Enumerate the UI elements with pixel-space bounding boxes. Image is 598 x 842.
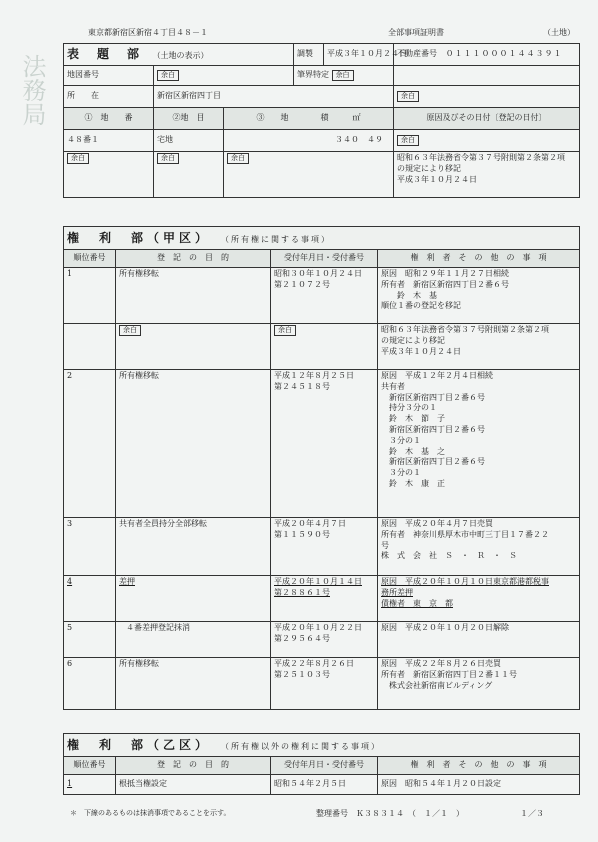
table-row [64,370,580,518]
kenrisha-cell [378,268,580,324]
kenrisha-line: 原因 平成２０年１０月２０日解除 [381,623,509,632]
mokuteki-cell: 共有者全員持分全部移転 [116,518,271,576]
juni-cell: 2 [64,370,116,518]
col-mokuteki: 登 記 の 目 的 [116,757,271,775]
hyodai-genin-cell [394,152,580,198]
kenrisha-line: 原因 平成２０年１０月１０日東京都港都税事 [381,577,549,586]
juni-cell: 6 [64,658,116,710]
hyodai-table [63,43,580,198]
uketsuke-line: 第２５１０３号 [274,669,330,679]
yohaku-stamp: 余白 [332,70,354,81]
kenrisha-line: の規定により移記 [381,335,445,345]
yohaku-cell [224,152,394,198]
kenrisha-line: 原因 平成１２年２月４日相続 [381,371,493,380]
col-chimoku: ②地 目 [154,108,224,130]
shozai-genin-cell [394,86,580,108]
kenrisha-line: 株 式 会 社 Ｓ ・ Ｒ ・ Ｓ [381,551,517,561]
kenrisha-line: 共有者 [381,381,405,391]
address-text: 東京都新宿区新宿４丁目４８－１ [88,28,208,37]
table-row [64,622,580,658]
col-mokuteki: 登 記 の 目 的 [116,250,271,268]
fudosan-value: ０１１１０００１４４３９１ [445,49,563,59]
uketsuke-line: 平成１２年８月２５日 [274,371,354,380]
kenrisha-cell [378,324,580,370]
mokuteki-cell: 所有権移転 [116,268,271,324]
kenrisha-cell [378,658,580,710]
kenrisha-line: 株式会社新宿南ビルディング [381,680,493,690]
juni-cell: 1 [64,268,116,324]
kou-title: 権 利 部（甲区） [67,230,212,245]
page-header [0,0,598,38]
kenrisha-line: 原因 昭和２９年１１月２７日相続 [381,269,509,278]
kenrisha-line: 所有者 新宿区新宿四丁目２番６号 [381,279,509,289]
property-kind: （土地） [543,28,575,37]
genin-line: 昭和６３年法務省令第３７号附則第２条第２項 [397,153,566,162]
kenrisha-line: 号 [381,540,389,550]
uketsuke-line: 第２９５６４号 [274,633,330,643]
fudosan-cell [394,44,580,66]
uketsuke-line: 平成２０年１０月１４日 [274,577,362,586]
page-number: １／３ [520,809,544,818]
uketsuke-cell [271,622,378,658]
certificate-title: 全部事項証明書 [388,28,444,37]
chimoku-value: 宅地 [154,130,224,152]
uketsuke-cell [271,518,378,576]
table-row [64,324,580,370]
kenrisha-line: 所有者 神奈川県厚木市中町三丁目１７番２２ [381,529,549,539]
shozai-value: 新宿区新宿四丁目 [154,86,394,108]
kenrisha-line: 順位１番の登記を移記 [381,301,461,311]
uketsuke-line: 平成２２年８月２６日 [274,659,354,668]
chosei-label: 調製 [294,44,324,66]
kenrisha-line: 鈴 木 康 正 [381,478,445,488]
kenrisha-line: 持分３分の１ [381,403,437,413]
mokuteki-cell: 差押 [116,576,271,622]
kou-table [63,226,580,710]
table-row [64,518,580,576]
kenrisha-line: 新宿区新宿四丁目２番６号 [381,424,485,434]
table-row [64,576,580,622]
yohaku-stamp: 余白 [397,135,419,146]
otsu-subtitle: （所有権以外の権利に関する事項） [225,741,382,751]
otsu-title-cell [64,734,580,757]
kenrisha-line: 平成３年１０月２４日 [381,346,461,356]
uketsuke-cell [271,370,378,518]
kenrisha-line: 原因 平成２２年８月２６日売買 [381,659,501,668]
yohaku-cell [64,152,154,198]
hyodai-subtitle: （土地の表示） [152,51,209,61]
kenrisha-line: 鈴 木 基 之 [381,446,445,456]
uketsuke-cell: 昭和５４年２月５日 [271,775,378,795]
genin-line: 平成３年１０月２４日 [397,174,478,184]
juni-cell: 1 [64,775,116,795]
kenrisha-line: 鈴 木 節 子 [381,414,445,424]
kou-title-cell [64,227,580,250]
genin-line: の規定により移記 [397,163,462,173]
table-row [64,658,580,710]
kenrisha-line: 鈴 木 基 [381,290,437,300]
col-uketsuke: 受付年月日・受付番号 [271,250,378,268]
yohaku-cell [154,152,224,198]
kenrisha-line: 務所差押 [381,587,413,597]
uketsuke-cell [271,268,378,324]
juni-cell: 4 [64,576,116,622]
kou-subtitle: （所有権に関する事項） [225,234,332,244]
uketsuke-line: 昭和３０年１０月２４日 [274,269,362,278]
watermark-seal: 法務局 [18,54,46,126]
footer-note: ＊ 下線のあるものは抹消事項であることを示す。 [70,809,231,817]
yohaku-stamp: 余白 [227,153,249,164]
empty-cell [394,66,580,86]
yohaku-stamp: 余白 [157,153,179,164]
kenrisha-line: ３分の１ [381,435,421,445]
fudosan-label: 不動産番号 [397,49,438,59]
kenrisha-line: 債権者 東 京 都 [381,598,453,608]
chiban-value: ４８番１ [64,130,154,152]
hikkai-cell [294,66,394,86]
otsu-table [63,733,580,795]
yohaku-stamp: 余白 [67,153,89,164]
col-juni: 順位番号 [64,757,116,775]
col-genin: 原因及びその日付〔登記の日付〕 [394,108,580,130]
hikkai-label: 筆界特定 [297,70,330,79]
juni-cell: 3 [64,518,116,576]
uketsuke-cell [271,658,378,710]
uketsuke-line: 第２１０７２号 [274,279,330,289]
juni-cell: 5 [64,622,116,658]
juni-cell [64,324,116,370]
yohaku-stamp: 余白 [157,70,179,81]
shozai-label: 所 在 [64,86,154,108]
yohaku-stamp: 余白 [274,325,296,336]
chiseki-genin-cell [394,130,580,152]
seiri-number: 整理番号 Ｋ３８３１４ （ １／１ ） [316,809,464,818]
col-kenrisha: 権 利 者 そ の 他 の 事 項 [378,757,580,775]
kenrisha-cell [378,576,580,622]
col-juni: 順位番号 [64,250,116,268]
uketsuke-line: 第２４５１８号 [274,381,330,391]
uketsuke-cell [271,576,378,622]
kenrisha-cell [378,518,580,576]
chizu-label: 地図番号 [64,66,154,86]
hyodai-title-cell [64,44,294,66]
kenrisha-line: 原因 平成２０年４月７日売買 [381,519,493,528]
otsu-title: 権 利 部（乙区） [67,737,212,752]
kenrisha-cell: 原因 昭和５４年１月２０日設定 [378,775,580,795]
hyodai-title: 表 題 部 [67,47,143,62]
uketsuke-line: 第１１５９０号 [274,529,330,539]
mokuteki-cell [116,324,271,370]
mokuteki-cell: 所有権移転 [116,370,271,518]
table-row [64,775,580,795]
mokuteki-cell: 根抵当権設定 [116,775,271,795]
chiseki-value: ３４０ ４９ [224,130,394,152]
chosei-value: 平成３年１０月２４日 [324,44,394,66]
kenrisha-cell [378,370,580,518]
chizu-value-cell [154,66,294,86]
uketsuke-cell [271,324,378,370]
mokuteki-cell: 所有権移転 [116,658,271,710]
mokuteki-cell: ４番差押登記抹消 [116,622,271,658]
col-chiban: ① 地 番 [64,108,154,130]
kenrisha-line: 新宿区新宿四丁目２番６号 [381,392,485,402]
uketsuke-line: 平成２０年４月７日 [274,519,346,528]
col-kenrisha: 権 利 者 そ の 他 の 事 項 [378,250,580,268]
kenrisha-line: 所有者 新宿区新宿四丁目２番１１号 [381,669,517,679]
uketsuke-line: 平成２０年１０月２２日 [274,623,362,632]
yohaku-stamp: 余白 [119,325,141,336]
kenrisha-cell [378,622,580,658]
col-chiseki: ③ 地 積 ㎡ [224,108,394,130]
uketsuke-line: 第２８８６１号 [274,587,330,597]
kenrisha-line: 新宿区新宿四丁目２番６号 [381,457,485,467]
col-uketsuke: 受付年月日・受付番号 [271,757,378,775]
kenrisha-line: ３分の１ [381,468,421,478]
table-row [64,268,580,324]
yohaku-stamp: 余白 [397,91,419,102]
kenrisha-line: 昭和６３年法務省令第３７号附則第２条第２項 [381,325,549,334]
